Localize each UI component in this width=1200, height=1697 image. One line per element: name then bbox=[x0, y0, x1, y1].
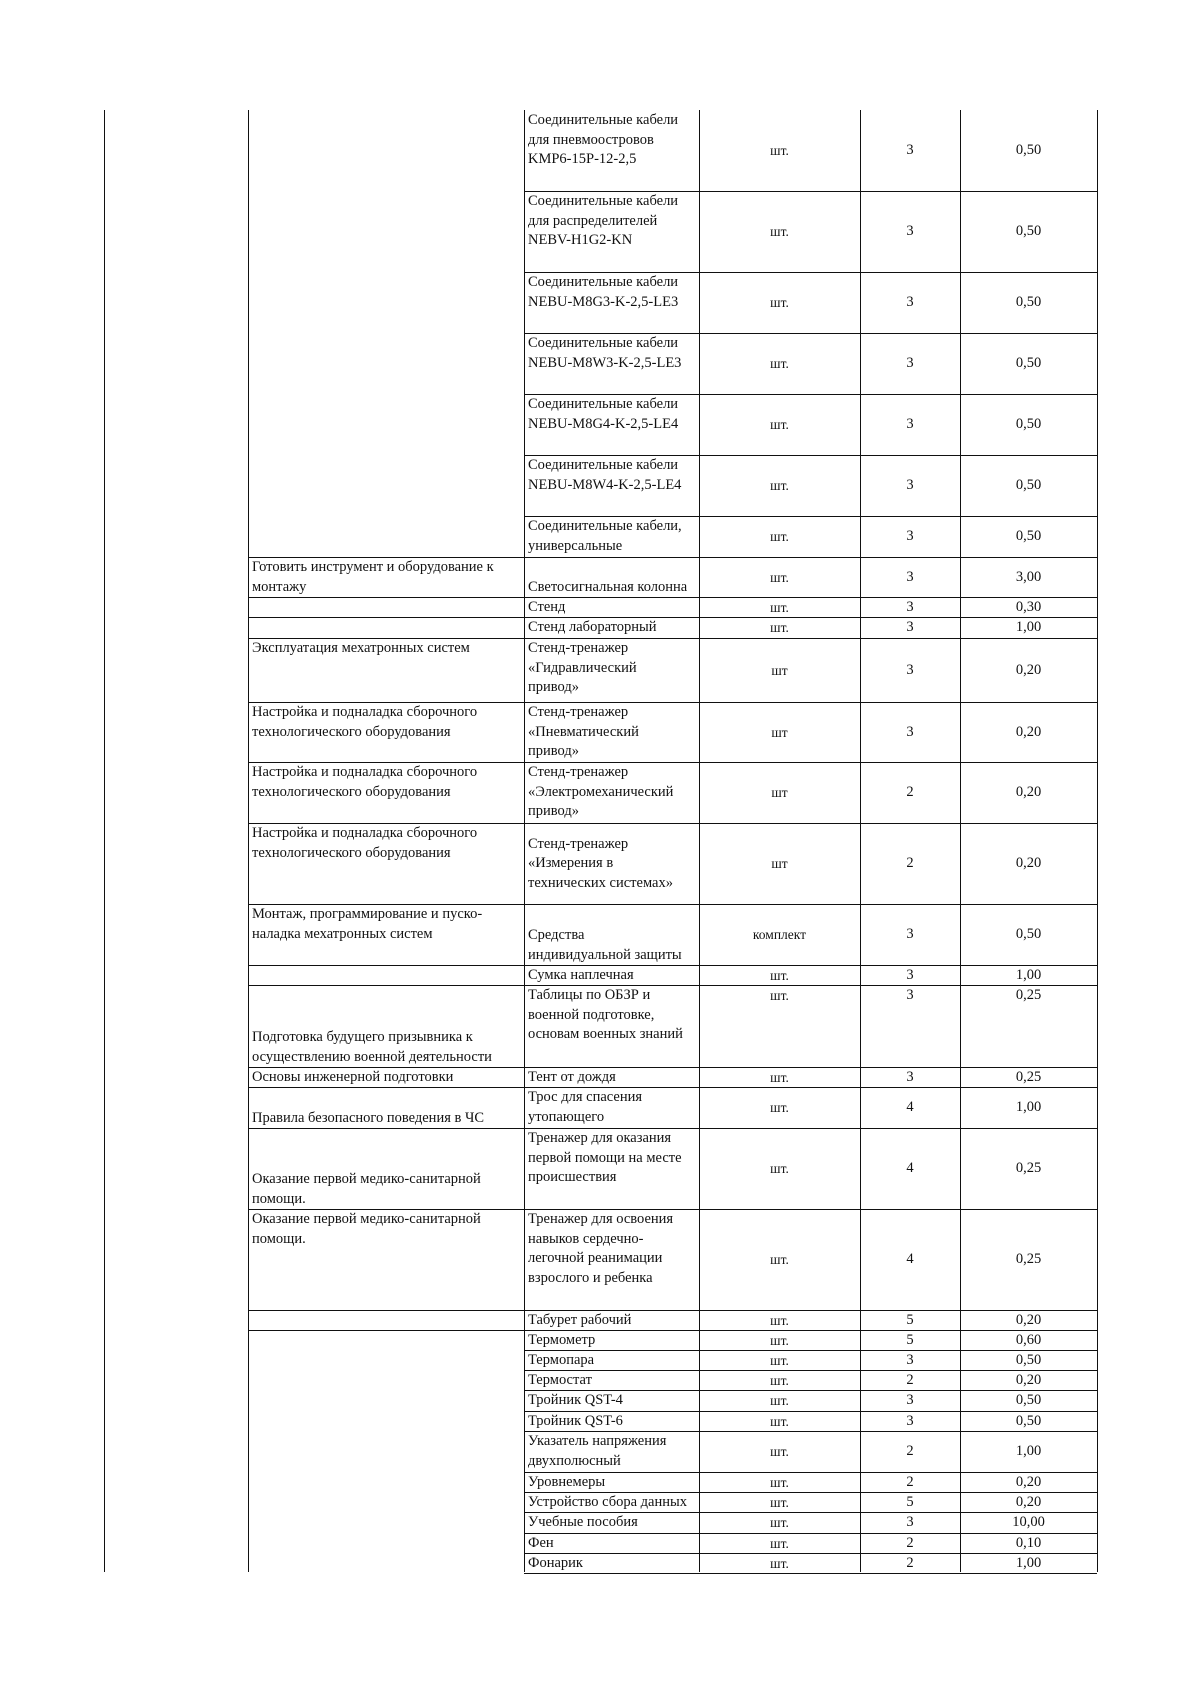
item-quantity bbox=[861, 334, 959, 394]
activity-label bbox=[249, 763, 523, 823]
item-quantity-text: 4 bbox=[906, 1099, 914, 1116]
activity-label bbox=[249, 1210, 523, 1310]
item-quantity bbox=[861, 1513, 959, 1533]
item-unit-text: комплект bbox=[752, 927, 807, 943]
item-norm-text: 0,60 bbox=[1015, 1331, 1042, 1348]
item-name bbox=[525, 1554, 698, 1573]
item-norm-text: 0,25 bbox=[1015, 1251, 1042, 1268]
item-norm-text: 0,50 bbox=[1015, 142, 1042, 159]
item-quantity bbox=[861, 1412, 959, 1431]
item-name bbox=[525, 1331, 698, 1350]
item-name-text: Фен bbox=[528, 1535, 554, 1551]
item-quantity-text: 3 bbox=[906, 1412, 914, 1429]
item-quantity-text: 3 bbox=[906, 1351, 914, 1368]
item-quantity-text: 3 bbox=[906, 294, 914, 311]
item-name bbox=[525, 1493, 698, 1512]
item-name-text: Стенд bbox=[528, 599, 566, 615]
activity-label bbox=[249, 1129, 523, 1209]
item-unit bbox=[700, 1432, 859, 1472]
item-name bbox=[525, 273, 698, 333]
item-quantity bbox=[861, 986, 959, 1067]
column-rule bbox=[1097, 110, 1098, 1572]
item-name bbox=[525, 192, 698, 272]
item-unit bbox=[700, 517, 859, 557]
item-norm bbox=[961, 1473, 1096, 1492]
item-norm bbox=[961, 1311, 1096, 1330]
item-quantity bbox=[861, 618, 959, 638]
item-unit bbox=[700, 1129, 859, 1209]
item-norm-text: 0,50 bbox=[1015, 294, 1042, 311]
item-unit bbox=[700, 824, 859, 904]
item-quantity-text: 3 bbox=[906, 1392, 914, 1409]
item-unit-text: шт. bbox=[770, 417, 789, 433]
item-quantity bbox=[861, 1473, 959, 1492]
item-quantity bbox=[861, 192, 959, 272]
item-quantity-text: 3 bbox=[906, 223, 914, 240]
item-norm-text: 0,25 bbox=[1015, 1068, 1042, 1085]
item-unit bbox=[700, 273, 859, 333]
item-norm bbox=[961, 1371, 1096, 1390]
item-unit-text: шт. bbox=[770, 1515, 789, 1531]
item-norm bbox=[961, 1068, 1096, 1087]
column-rule bbox=[104, 110, 105, 1572]
item-norm-text: 0,20 bbox=[1015, 784, 1042, 801]
item-quantity-text: 5 bbox=[906, 1493, 914, 1510]
item-norm bbox=[961, 1391, 1096, 1411]
item-quantity-text: 3 bbox=[906, 477, 914, 494]
item-unit bbox=[700, 703, 859, 762]
item-quantity bbox=[861, 1088, 959, 1128]
item-quantity-text: 2 bbox=[906, 1443, 914, 1460]
item-unit bbox=[700, 1493, 859, 1512]
item-quantity-text: 3 bbox=[906, 723, 914, 740]
item-quantity-text: 3 bbox=[906, 142, 914, 159]
item-quantity-text: 3 bbox=[906, 987, 914, 1003]
item-quantity bbox=[861, 1210, 959, 1310]
item-norm-text: 1,00 bbox=[1015, 1099, 1042, 1116]
item-unit bbox=[700, 1088, 859, 1128]
item-name-text: Соединительные кабели для распределителей NEBV-H1G2-KN bbox=[528, 193, 679, 248]
item-norm bbox=[961, 1129, 1096, 1209]
activity-label bbox=[249, 703, 523, 762]
item-quantity-text: 2 bbox=[906, 1554, 914, 1571]
item-name bbox=[525, 824, 698, 904]
item-name bbox=[525, 618, 698, 638]
item-unit bbox=[700, 192, 859, 272]
item-quantity-text: 3 bbox=[906, 1068, 914, 1085]
item-norm-text: 0,25 bbox=[1015, 987, 1042, 1003]
item-quantity bbox=[861, 456, 959, 516]
item-name bbox=[525, 1068, 698, 1087]
item-name-text: Термопара bbox=[528, 1352, 595, 1368]
item-name-text: Таблицы по ОБЗР и военной подготовке, основам военных знаний bbox=[528, 987, 683, 1042]
item-name bbox=[525, 966, 698, 985]
item-name-text: Стенд-тренажер «Измерения в технических системах» bbox=[528, 835, 673, 891]
item-name bbox=[525, 1351, 698, 1370]
item-quantity bbox=[861, 395, 959, 455]
item-unit-text: шт bbox=[771, 785, 788, 801]
item-unit-text: шт. bbox=[770, 1444, 789, 1460]
item-unit-text: шт bbox=[771, 724, 788, 740]
item-norm-text: 0,50 bbox=[1015, 477, 1042, 494]
item-norm-text: 0,50 bbox=[1015, 1412, 1042, 1429]
item-norm bbox=[961, 1210, 1096, 1310]
item-name bbox=[525, 703, 698, 762]
item-name bbox=[525, 111, 698, 191]
item-quantity bbox=[861, 1371, 959, 1390]
item-name bbox=[525, 905, 698, 965]
item-unit bbox=[700, 111, 859, 191]
item-norm-text: 0,50 bbox=[1015, 528, 1042, 545]
item-unit-text: шт. bbox=[770, 967, 789, 983]
item-name-text: Сумка наплечная bbox=[528, 967, 634, 983]
item-norm bbox=[961, 1534, 1096, 1553]
item-norm bbox=[961, 1351, 1096, 1370]
row-rule bbox=[248, 617, 524, 618]
item-norm-text: 0,20 bbox=[1015, 661, 1042, 678]
item-norm-text: 0,50 bbox=[1015, 1351, 1042, 1368]
item-unit bbox=[700, 1554, 859, 1573]
item-name bbox=[525, 1371, 698, 1390]
activity-label-text: Эксплуатация мехатронных систем bbox=[252, 640, 470, 656]
item-quantity-text: 2 bbox=[906, 855, 914, 872]
item-norm bbox=[961, 1331, 1096, 1350]
item-unit-text: шт bbox=[771, 856, 788, 872]
item-name bbox=[525, 639, 698, 702]
item-name bbox=[525, 986, 698, 1067]
item-norm-text: 1,00 bbox=[1015, 966, 1042, 983]
item-name bbox=[525, 1513, 698, 1533]
item-norm bbox=[961, 1513, 1096, 1533]
item-quantity bbox=[861, 1534, 959, 1553]
item-quantity bbox=[861, 558, 959, 597]
item-unit bbox=[700, 558, 859, 597]
item-unit bbox=[700, 1513, 859, 1533]
item-norm bbox=[961, 763, 1096, 823]
item-name-text: Стенд лабораторный bbox=[528, 619, 657, 635]
item-norm-text: 0,50 bbox=[1015, 416, 1042, 433]
item-unit-text: шт bbox=[771, 662, 788, 678]
item-quantity bbox=[861, 1391, 959, 1411]
item-unit bbox=[700, 618, 859, 638]
item-norm bbox=[961, 703, 1096, 762]
item-unit bbox=[700, 598, 859, 617]
item-quantity-text: 3 bbox=[906, 1514, 914, 1531]
item-quantity-text: 4 bbox=[906, 1160, 914, 1177]
item-norm-text: 1,00 bbox=[1015, 1554, 1042, 1571]
item-name bbox=[525, 334, 698, 394]
item-quantity bbox=[861, 1311, 959, 1330]
activity-label-text: Настройка и подналадка сборочного технологического оборудования bbox=[252, 764, 478, 800]
item-unit-text: шт. bbox=[770, 1413, 789, 1429]
activity-label bbox=[249, 905, 523, 965]
item-name-text: Стенд-тренажер «Электромеханический привод» bbox=[528, 764, 674, 819]
item-unit bbox=[700, 1351, 859, 1370]
activity-label-text: Оказание первой медико-санитарной помощи. bbox=[252, 1171, 481, 1207]
item-name-text: Тройник QST-4 bbox=[528, 1392, 623, 1408]
item-norm-text: 0,20 bbox=[1015, 855, 1042, 872]
item-norm bbox=[961, 1432, 1096, 1472]
item-norm bbox=[961, 111, 1096, 191]
item-quantity bbox=[861, 639, 959, 702]
item-norm bbox=[961, 1088, 1096, 1128]
item-quantity-text: 2 bbox=[906, 1371, 914, 1388]
item-quantity-text: 5 bbox=[906, 1311, 914, 1328]
item-quantity bbox=[861, 1331, 959, 1350]
item-unit bbox=[700, 395, 859, 455]
item-name bbox=[525, 1129, 698, 1209]
item-name bbox=[525, 1391, 698, 1411]
item-name-text: Соединительные кабели, универсальные bbox=[528, 518, 682, 554]
item-name-text: Термометр bbox=[528, 1332, 596, 1348]
item-unit-text: шт. bbox=[770, 224, 789, 240]
item-quantity-text: 3 bbox=[906, 355, 914, 372]
item-norm-text: 0,10 bbox=[1015, 1534, 1042, 1551]
item-norm-text: 0,50 bbox=[1015, 355, 1042, 372]
item-name-text: Тройник QST-6 bbox=[528, 1413, 623, 1429]
item-quantity-text: 3 bbox=[906, 926, 914, 943]
item-name-text: Соединительные кабели NEBU-M8W3-K-2,5-LE3 bbox=[528, 335, 682, 371]
item-norm-text: 1,00 bbox=[1015, 1443, 1042, 1460]
item-name bbox=[525, 1210, 698, 1310]
item-norm bbox=[961, 192, 1096, 272]
item-quantity bbox=[861, 1351, 959, 1370]
item-unit bbox=[700, 763, 859, 823]
item-unit-text: шт. bbox=[770, 1312, 789, 1328]
item-quantity-text: 3 bbox=[906, 416, 914, 433]
item-quantity-text: 2 bbox=[906, 1473, 914, 1490]
item-name bbox=[525, 1412, 698, 1431]
item-unit-text: шт. bbox=[770, 295, 789, 311]
item-name-text: Устройство сбора данных bbox=[528, 1494, 688, 1510]
item-name-text: Тент от дождя bbox=[528, 1069, 616, 1085]
item-norm bbox=[961, 598, 1096, 617]
item-quantity-text: 3 bbox=[906, 661, 914, 678]
item-quantity-text: 2 bbox=[906, 1534, 914, 1551]
item-name bbox=[525, 1311, 698, 1330]
item-name bbox=[525, 763, 698, 823]
item-quantity-text: 3 bbox=[906, 598, 914, 615]
item-name-text: Тренажер для оказания первой помощи на месте происшествия bbox=[528, 1130, 682, 1185]
item-unit-text: шт. bbox=[770, 1352, 789, 1368]
item-norm-text: 0,20 bbox=[1015, 1493, 1042, 1510]
item-unit-text: шт. bbox=[770, 599, 789, 615]
item-unit bbox=[700, 639, 859, 702]
item-unit-text: шт. bbox=[770, 1332, 789, 1348]
item-norm bbox=[961, 1554, 1096, 1573]
item-quantity bbox=[861, 703, 959, 762]
item-norm-text: 0,50 bbox=[1015, 223, 1042, 240]
item-norm bbox=[961, 517, 1096, 557]
item-unit bbox=[700, 1210, 859, 1310]
item-unit-text: шт. bbox=[770, 569, 789, 585]
item-name bbox=[525, 1088, 698, 1128]
item-quantity bbox=[861, 1068, 959, 1087]
item-norm-text: 1,00 bbox=[1015, 619, 1042, 636]
item-norm bbox=[961, 824, 1096, 904]
item-name-text: Соединительные кабели для пневмоостровов KMP6-15P-12-2,5 bbox=[528, 112, 679, 167]
item-norm-text: 0,50 bbox=[1015, 1392, 1042, 1409]
item-quantity bbox=[861, 905, 959, 965]
item-unit-text: шт. bbox=[770, 529, 789, 545]
item-norm bbox=[961, 639, 1096, 702]
item-quantity-text: 3 bbox=[906, 966, 914, 983]
item-quantity bbox=[861, 1493, 959, 1512]
item-norm bbox=[961, 1493, 1096, 1512]
item-name-text: Уровнемеры bbox=[528, 1474, 606, 1490]
item-unit bbox=[700, 966, 859, 985]
item-unit bbox=[700, 1311, 859, 1330]
item-quantity-text: 3 bbox=[906, 528, 914, 545]
item-quantity bbox=[861, 966, 959, 985]
item-name bbox=[525, 456, 698, 516]
item-quantity bbox=[861, 1432, 959, 1472]
item-unit-text: шт. bbox=[770, 1372, 789, 1388]
item-unit bbox=[700, 334, 859, 394]
item-name-text: Стенд-тренажер «Гидравлический привод» bbox=[528, 640, 637, 695]
item-norm bbox=[961, 905, 1096, 965]
item-quantity-text: 2 bbox=[906, 784, 914, 801]
item-norm-text: 10,00 bbox=[1012, 1514, 1045, 1531]
item-name-text: Учебные пособия bbox=[528, 1514, 638, 1530]
item-name-text: Трос для спасения утопающего bbox=[528, 1089, 643, 1125]
item-unit-text: шт. bbox=[770, 988, 789, 1003]
activity-label bbox=[249, 639, 523, 702]
item-norm-text: 0,30 bbox=[1015, 598, 1042, 615]
item-name bbox=[525, 517, 698, 557]
activity-label-text: Готовить инструмент и оборудование к монтажу bbox=[252, 559, 494, 595]
activity-label-text: Настройка и подналадка сборочного технологического оборудования bbox=[252, 825, 478, 861]
item-norm bbox=[961, 1412, 1096, 1431]
item-name-text: Фонарик bbox=[528, 1555, 583, 1571]
activity-label-text: Оказание первой медико-санитарной помощи. bbox=[252, 1211, 481, 1247]
item-unit bbox=[700, 905, 859, 965]
item-unit-text: шт. bbox=[770, 1252, 789, 1268]
item-unit bbox=[700, 1534, 859, 1553]
item-norm bbox=[961, 558, 1096, 597]
row-rule bbox=[248, 965, 524, 966]
item-unit bbox=[700, 986, 859, 1067]
item-quantity bbox=[861, 824, 959, 904]
item-name-text: Соединительные кабели NEBU-M8G3-K-2,5-LE3 bbox=[528, 274, 679, 310]
item-quantity-text: 5 bbox=[906, 1331, 914, 1348]
item-unit-text: шт. bbox=[770, 1474, 789, 1490]
activity-label-text: Правила безопасного поведения в ЧС bbox=[252, 1109, 485, 1126]
item-quantity bbox=[861, 763, 959, 823]
item-quantity-text: 4 bbox=[906, 1251, 914, 1268]
item-unit-text: шт. bbox=[770, 1161, 789, 1177]
item-norm bbox=[961, 618, 1096, 638]
item-unit-text: шт. bbox=[770, 1535, 789, 1551]
item-unit bbox=[700, 1331, 859, 1350]
row-rule bbox=[248, 1330, 524, 1331]
item-norm bbox=[961, 395, 1096, 455]
item-norm bbox=[961, 456, 1096, 516]
item-quantity-text: 3 bbox=[906, 619, 914, 636]
item-quantity-text: 3 bbox=[906, 568, 914, 585]
item-unit-text: шт. bbox=[770, 1494, 789, 1510]
item-unit-text: шт. bbox=[770, 1555, 789, 1571]
item-quantity bbox=[861, 273, 959, 333]
item-quantity bbox=[861, 1554, 959, 1573]
row-rule bbox=[248, 1310, 524, 1311]
item-name-text: Термостат bbox=[528, 1372, 592, 1388]
item-name-text: Табурет рабочий bbox=[528, 1312, 632, 1328]
activity-label bbox=[249, 558, 523, 597]
activity-label-text: Настройка и подналадка сборочного технологического оборудования bbox=[252, 704, 478, 740]
item-unit bbox=[700, 1068, 859, 1087]
item-quantity bbox=[861, 1129, 959, 1209]
item-unit-text: шт. bbox=[770, 1069, 789, 1085]
item-name-text: Указатель напряжения двухполюсный bbox=[528, 1433, 667, 1469]
item-norm-text: 0,20 bbox=[1015, 723, 1042, 740]
item-unit bbox=[700, 1412, 859, 1431]
item-unit-text: шт. bbox=[770, 356, 789, 372]
item-norm-text: 3,00 bbox=[1015, 568, 1042, 585]
item-name-text: Светосигнальная колонна bbox=[528, 578, 688, 595]
activity-label bbox=[249, 1068, 523, 1087]
item-norm bbox=[961, 986, 1096, 1067]
activity-label bbox=[249, 824, 523, 904]
item-norm-text: 0,20 bbox=[1015, 1311, 1042, 1328]
item-unit-text: шт. bbox=[770, 1100, 789, 1116]
item-unit-text: шт. bbox=[770, 1393, 789, 1409]
item-name-text: Соединительные кабели NEBU-M8G4-K-2,5-LE4 bbox=[528, 396, 679, 432]
activity-label-text: Основы инженерной подготовки bbox=[252, 1069, 454, 1085]
item-unit-text: шт. bbox=[770, 478, 789, 494]
item-quantity bbox=[861, 111, 959, 191]
item-norm-text: 0,20 bbox=[1015, 1473, 1042, 1490]
item-quantity bbox=[861, 517, 959, 557]
item-unit-text: шт. bbox=[770, 620, 789, 636]
item-norm bbox=[961, 273, 1096, 333]
item-unit-text: шт. bbox=[770, 143, 789, 159]
item-unit bbox=[700, 1391, 859, 1411]
item-name-text: Тренажер для освоения навыков сердечно- легочной реанимации взрослого и ребенка bbox=[528, 1211, 674, 1286]
item-norm bbox=[961, 334, 1096, 394]
item-unit bbox=[700, 1371, 859, 1390]
item-name-text: Средства индивидуальной защиты bbox=[528, 927, 682, 963]
item-name bbox=[525, 558, 698, 597]
item-name bbox=[525, 1473, 698, 1492]
activity-label-text: Монтаж, программирование и пуско- наладка мехатронных систем bbox=[252, 906, 483, 942]
item-unit bbox=[700, 456, 859, 516]
item-norm-text: 0,20 bbox=[1015, 1371, 1042, 1388]
item-name bbox=[525, 598, 698, 617]
item-name-text: Соединительные кабели NEBU-M8W4-K-2,5-LE4 bbox=[528, 457, 682, 493]
item-name bbox=[525, 1534, 698, 1553]
item-name-text: Стенд-тренажер «Пневматический привод» bbox=[528, 704, 639, 759]
item-norm-text: 0,25 bbox=[1015, 1160, 1042, 1177]
item-name bbox=[525, 395, 698, 455]
item-name bbox=[525, 1432, 698, 1472]
row-rule bbox=[248, 597, 524, 598]
activity-label-text: Подготовка будущего призывника к осуществлению военной деятельности bbox=[252, 1029, 492, 1065]
item-norm bbox=[961, 966, 1096, 985]
activity-label bbox=[249, 1088, 523, 1128]
item-norm-text: 0,50 bbox=[1015, 926, 1042, 943]
item-quantity bbox=[861, 598, 959, 617]
item-unit bbox=[700, 1473, 859, 1492]
activity-label bbox=[249, 986, 523, 1067]
